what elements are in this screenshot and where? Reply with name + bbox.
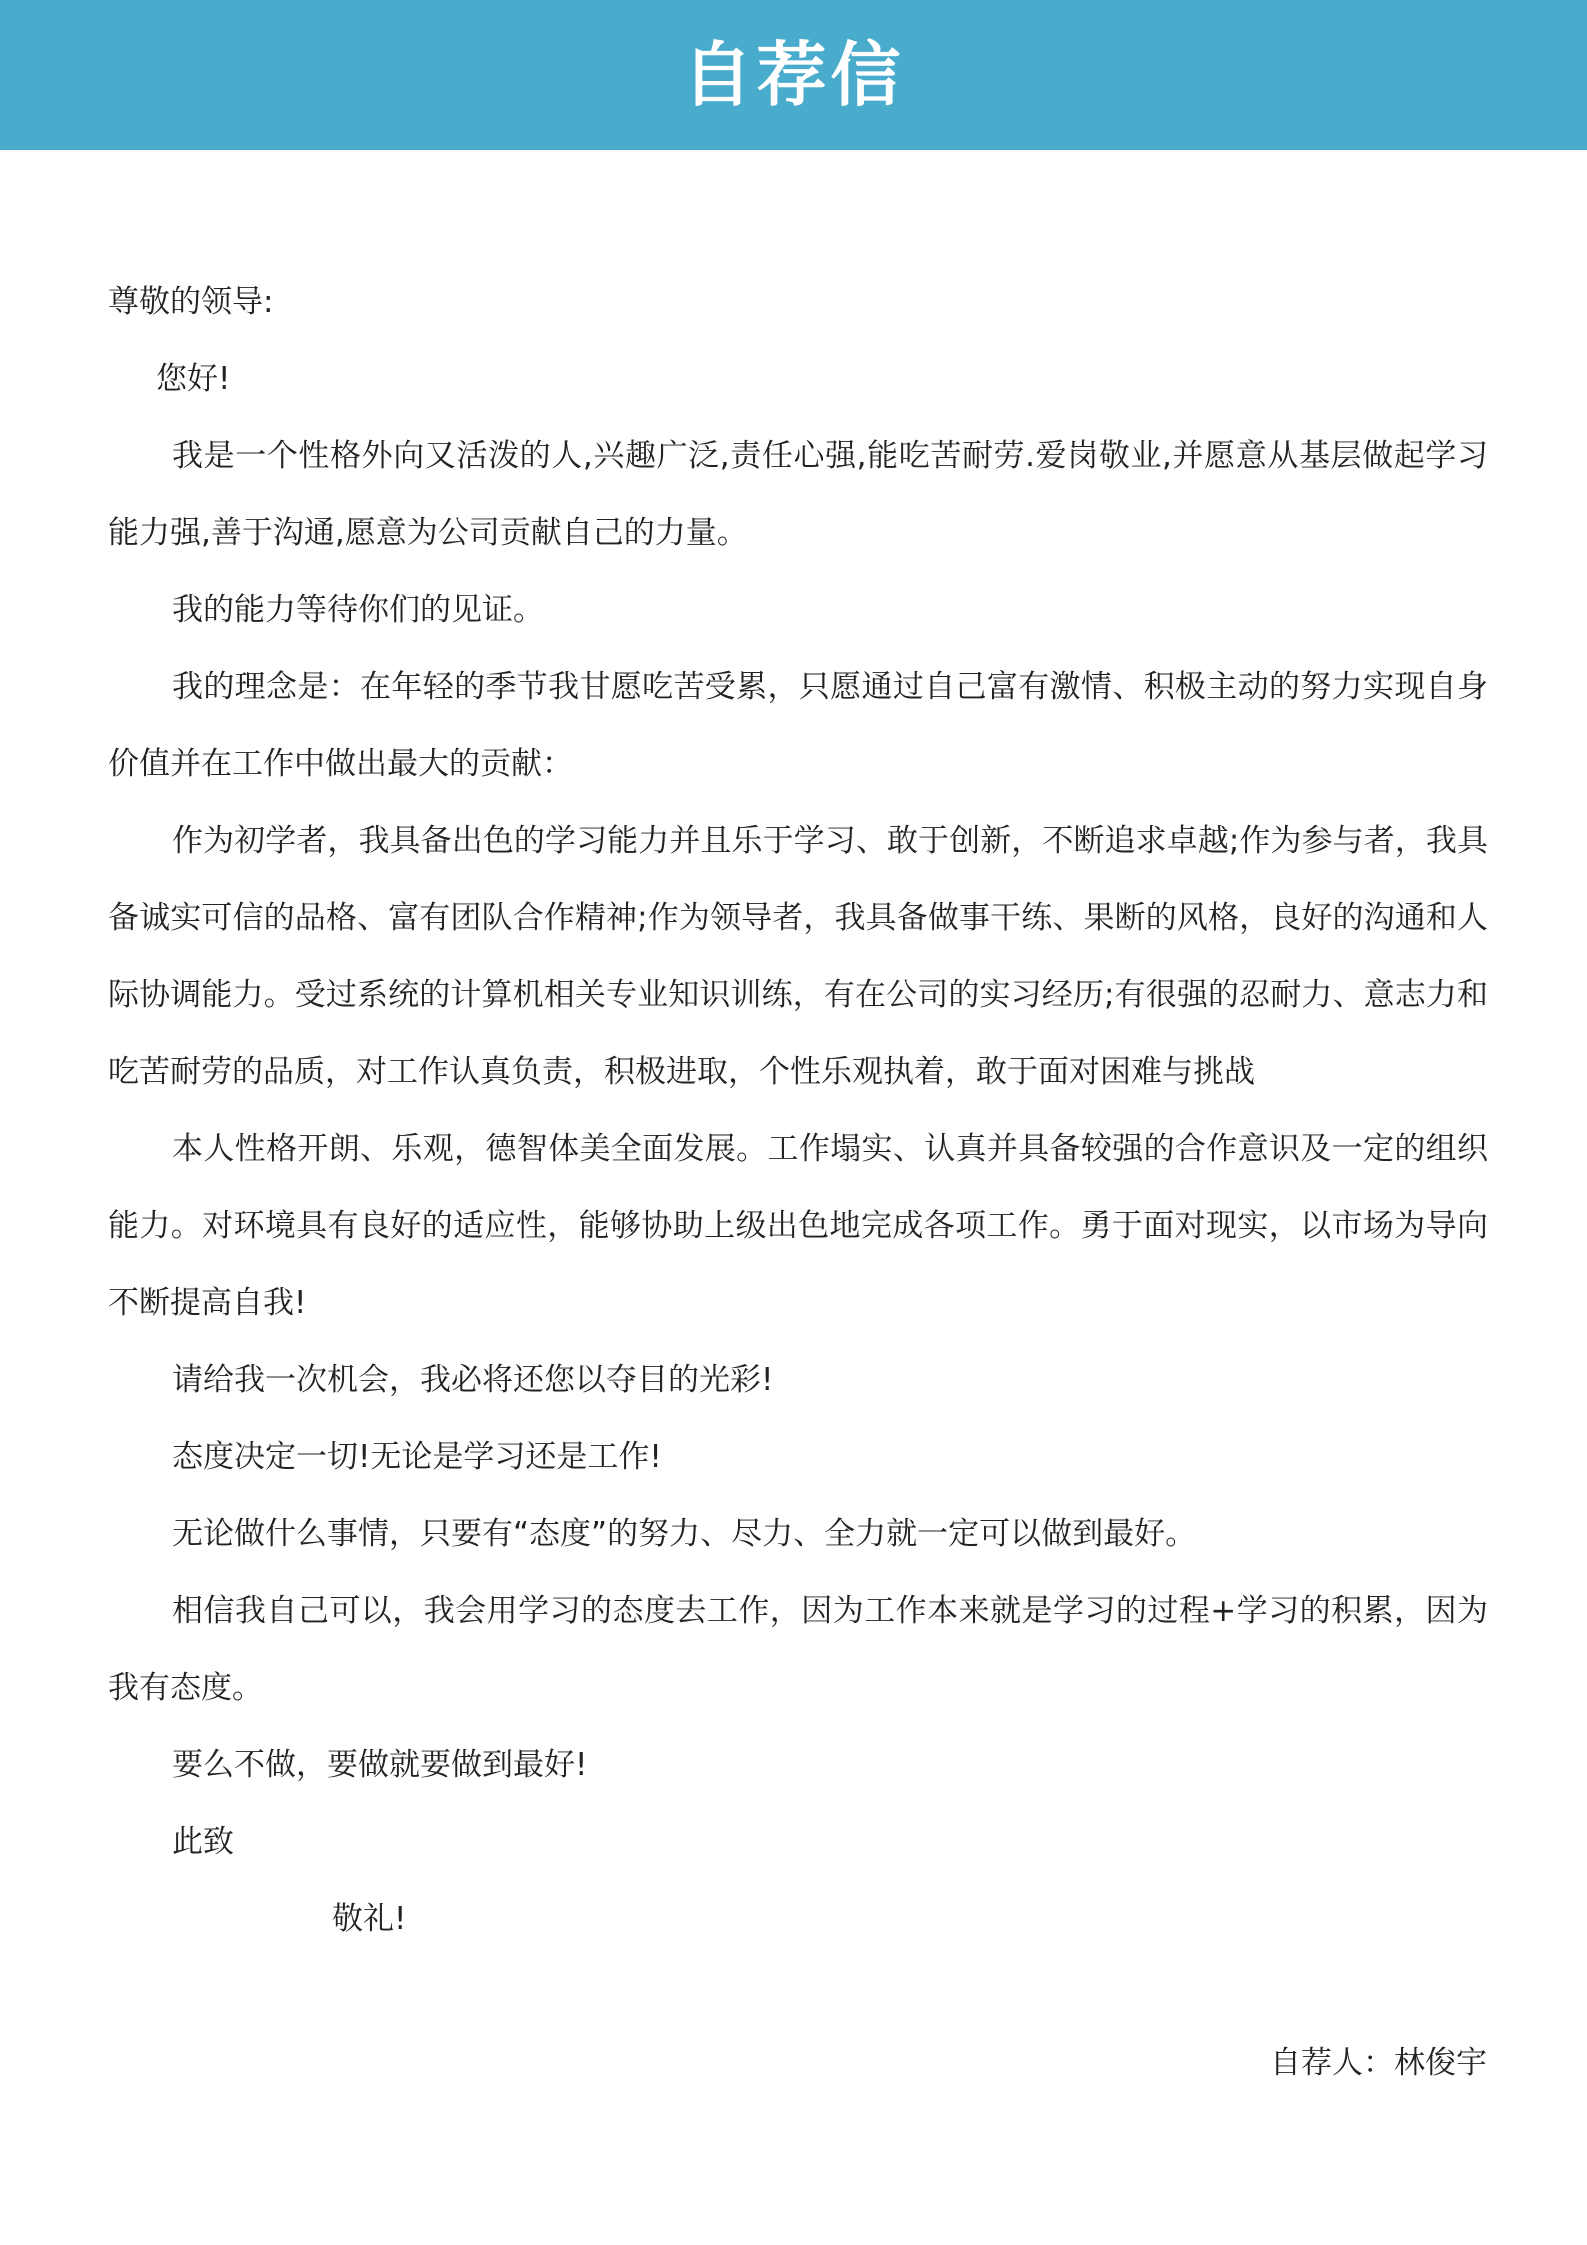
header-band: [0, 0, 1587, 150]
document-title: 自荐信: [682, 34, 905, 116]
salutation: 尊敬的领导:: [108, 284, 274, 320]
paragraph-roles: 作为初学者，我具备出色的学习能力并且乐于学习、敢于创新，不断追求卓越;作为参与者，我具备诚实可信的品格、富有团队合作精神;作为领导者，我具备做事干练、果断的风格，良好的沟通和人际协调能力。受过系统的计算机相关专业知识训练，有在公司的实习经历;有很强的忍耐力、意志力和吃苦耐劳的品质，对工作认真负责，积极进取，个性乐观执着，敢于面对困难与挑战: [108, 823, 1488, 1090]
closing: 此致: [172, 1824, 234, 1860]
paragraph-philosophy: 我的理念是：在年轻的季节我甘愿吃苦受累，只愿通过自己富有激情、积极主动的努力实现自身价值并在工作中做出最大的贡献：: [108, 669, 1488, 782]
signature: 自荐人：林俊宇: [1270, 2045, 1487, 2081]
letter-body: [108, 264, 1488, 1958]
regards: 敬礼!: [332, 1901, 407, 1937]
paragraph-best: 要么不做，要做就要做到最好!: [172, 1747, 588, 1783]
greeting: 您好!: [156, 361, 231, 397]
paragraph-effort: 无论做什么事情，只要有“态度”的努力、尽力、全力就一定可以做到最好。: [172, 1516, 1197, 1552]
paragraph-intro: 我是一个性格外向又活泼的人,兴趣广泛,责任心强,能吃苦耐劳.爱岗敬业,并愿意从基层做起学习能力强,善于沟通,愿意为公司贡献自己的力量。: [108, 438, 1488, 551]
paragraph-request: 请给我一次机会，我必将还您以夺目的光彩!: [172, 1362, 774, 1398]
paragraph-attitude: 态度决定一切!无论是学习还是工作!: [172, 1439, 662, 1475]
paragraph-ability: 我的能力等待你们的见证。: [172, 592, 544, 628]
paragraph-personality: 本人性格开朗、乐观，德智体美全面发展。工作塌实、认真并具备较强的合作意识及一定的组织能力。对环境具有良好的适应性，能够协助上级出色地完成各项工作。勇于面对现实，以市场为导向不断提高自我!: [108, 1131, 1488, 1321]
paragraph-belief: 相信我自己可以，我会用学习的态度去工作，因为工作本来就是学习的过程+学习的积累，因为我有态度。: [108, 1593, 1488, 1706]
